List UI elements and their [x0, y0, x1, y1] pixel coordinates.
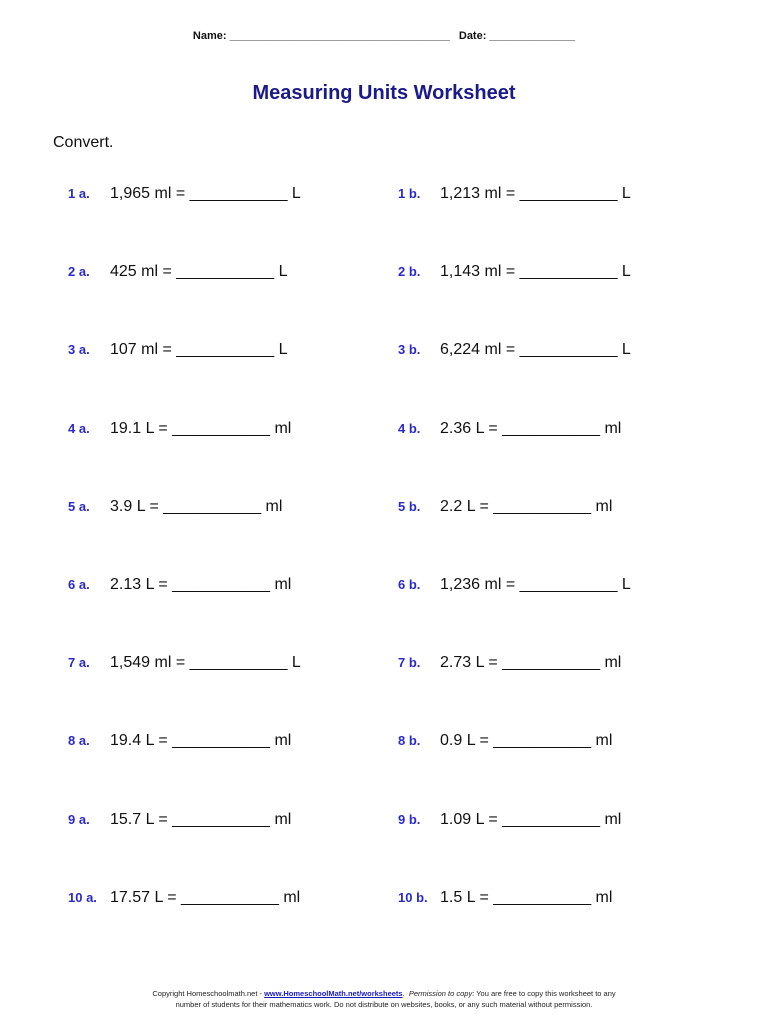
problem-7b — [398, 654, 621, 672]
footer-permission-label: Permission to copy: — [408, 989, 475, 998]
problem-expression: 2.2 L = ___________ ml — [440, 497, 613, 515]
problem-3b — [398, 341, 631, 359]
problem-5b — [398, 498, 612, 516]
problem-expression: 2.73 L = ___________ ml — [440, 654, 622, 672]
problem-expression: 1,143 ml = ___________ L — [440, 263, 631, 281]
problem-4b — [398, 420, 621, 438]
problem-expression: 1,213 ml = ___________ L — [440, 185, 631, 202]
problem-label: 4 b. — [398, 420, 421, 436]
problem-6a — [68, 576, 291, 594]
footer-copyright: Copyright Homeschoolmath.net - — [152, 989, 265, 998]
problem-6b — [398, 576, 631, 594]
problem-10a — [68, 889, 300, 907]
footer-permission-text: You are free to copy this worksheet to any — [474, 989, 616, 998]
problem-label: 7 b. — [398, 655, 421, 671]
problem-9a — [68, 811, 291, 829]
problem-expression: 2.13 L = ___________ ml — [110, 576, 292, 593]
problem-expression: 19.4 L = ___________ ml — [110, 732, 292, 750]
problem-label: 9 b. — [398, 811, 421, 827]
problem-1b — [398, 185, 631, 203]
problem-label: 8 b. — [398, 733, 421, 749]
problem-label: 2 a. — [68, 264, 90, 280]
problem-7a — [68, 654, 301, 672]
problem-9b — [398, 811, 621, 829]
problem-label: 6 b. — [398, 577, 421, 592]
problem-expression: 19.1 L = ___________ ml — [110, 419, 292, 437]
problem-4a — [68, 420, 291, 438]
problem-expression: 15.7 L = ___________ ml — [110, 810, 292, 828]
problem-1a — [68, 185, 301, 203]
problem-expression: 6,224 ml = ___________ L — [440, 341, 631, 359]
homeschoolmath-link[interactable]: www.HomeschoolMath.net/worksheets — [264, 989, 403, 998]
problem-expression: 3.9 L = ___________ ml — [110, 497, 283, 515]
footer-line-1: Copyright Homeschoolmath.net - www.HomeschoolMath.net/worksheets. Permission to copy: You are free to copy this worksheet to any — [152, 989, 616, 998]
problem-label: 6 a. — [68, 577, 90, 592]
footer-line-2: number of students for their mathematics work. Do not distribute on websites, books, or any such material without permission. — [175, 1000, 593, 1009]
name-field-label: Name: ____________________________________ — [192, 30, 450, 42]
problem-expression: 17.57 L = ___________ ml — [110, 888, 301, 906]
problem-expression: 0.9 L = ___________ ml — [440, 732, 613, 750]
problem-label: 1 b. — [398, 186, 421, 201]
problem-expression: 2.36 L = ___________ ml — [440, 419, 622, 437]
problem-10b — [398, 889, 612, 907]
problem-label: 5 a. — [68, 498, 90, 514]
problem-expression: 107 ml = ___________ L — [110, 341, 288, 359]
date-field-label: Date: ______________ — [458, 30, 576, 42]
problem-label: 5 b. — [398, 498, 421, 514]
problem-3a — [68, 341, 287, 359]
problem-expression: 1,549 ml = ___________ L — [110, 654, 301, 672]
problem-expression: 1.5 L = ___________ ml — [440, 888, 613, 906]
instruction-text: Convert. — [53, 134, 114, 151]
problem-label: 2 b. — [398, 264, 421, 280]
problem-expression: 1.09 L = ___________ ml — [440, 810, 622, 828]
problem-label: 4 a. — [68, 420, 90, 436]
problem-label: 3 a. — [68, 342, 90, 358]
problem-8b — [398, 732, 612, 750]
problem-label: 1 a. — [68, 186, 90, 201]
problem-2a — [68, 263, 287, 281]
problem-label: 9 a. — [68, 811, 90, 827]
problem-2b — [398, 263, 631, 281]
problem-expression: 1,965 ml = ___________ L — [110, 185, 301, 202]
problem-label: 3 b. — [398, 342, 421, 358]
copyright-footer — [0, 988, 768, 1010]
problem-8a — [68, 732, 291, 750]
worksheet-title: Measuring Units Worksheet — [252, 82, 516, 104]
problem-expression: 425 ml = ___________ L — [110, 263, 288, 281]
problem-expression: 1,236 ml = ___________ L — [440, 576, 631, 593]
problem-label: 10 a. — [68, 889, 97, 905]
problem-label: 8 a. — [68, 733, 90, 749]
problem-5a — [68, 498, 282, 516]
problem-label: 10 b. — [398, 889, 428, 905]
problem-label: 7 a. — [68, 655, 90, 671]
